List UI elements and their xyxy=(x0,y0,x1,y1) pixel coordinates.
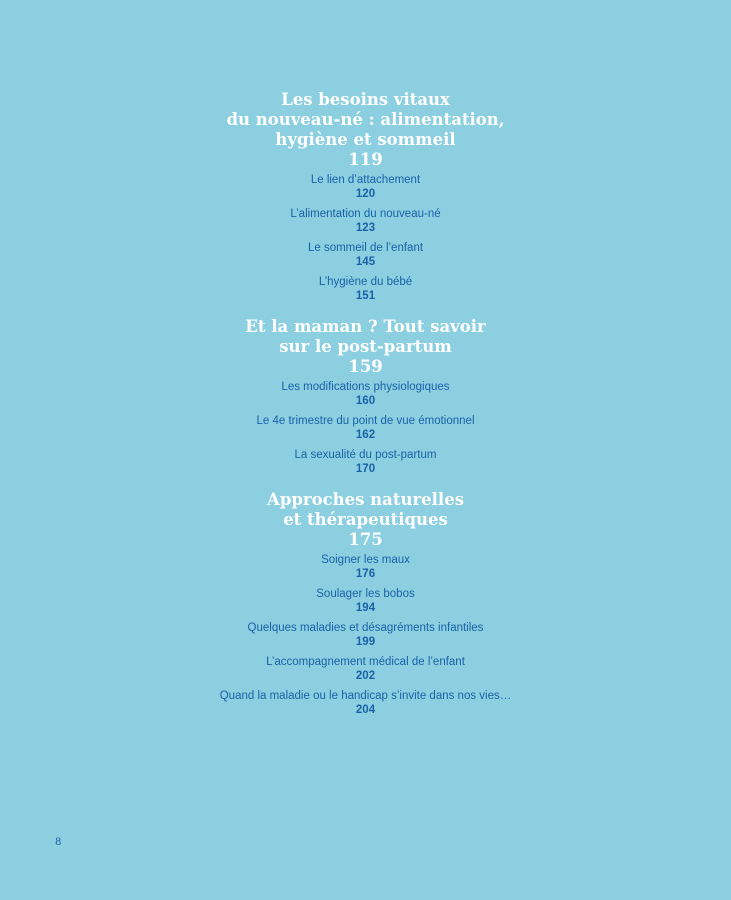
entry-title: Quand la maladie ou le handicap s’invite dans nos vies… xyxy=(219,690,512,702)
section-page-number: 119 xyxy=(348,150,383,169)
entry-page-number: 204 xyxy=(355,704,376,716)
entry-title: Le 4e trimestre du point de vue émotionnel xyxy=(256,415,475,427)
toc-entry[interactable] xyxy=(0,173,731,201)
entry-page-number: 162 xyxy=(355,429,376,441)
entry-page-number: 202 xyxy=(355,670,376,682)
toc-entry[interactable] xyxy=(0,380,731,408)
toc-entry[interactable] xyxy=(0,655,731,683)
entry-title: La sexualité du post-partum xyxy=(294,449,437,461)
toc-section xyxy=(0,90,731,303)
entry-page-number: 170 xyxy=(355,463,376,475)
toc-entry[interactable] xyxy=(0,587,731,615)
table-of-contents xyxy=(0,90,731,731)
toc-section xyxy=(0,317,731,476)
entry-page-number: 120 xyxy=(355,188,376,200)
toc-entry[interactable] xyxy=(0,621,731,649)
entry-page-number: 194 xyxy=(355,602,376,614)
toc-entry[interactable] xyxy=(0,241,731,269)
section-title: Les besoins vitaux du nouveau-né : alimentation, hygiène et sommeil xyxy=(226,90,505,149)
entry-title: Les modifications physiologiques xyxy=(281,381,450,393)
section-page-number: 175 xyxy=(348,530,383,549)
section-title: Approches naturelles et thérapeutiques xyxy=(267,490,464,529)
entry-page-number: 199 xyxy=(355,636,376,648)
toc-section xyxy=(0,490,731,717)
toc-entry[interactable] xyxy=(0,448,731,476)
entry-page-number: 176 xyxy=(355,568,376,580)
toc-entry[interactable] xyxy=(0,275,731,303)
toc-entry[interactable] xyxy=(0,207,731,235)
entry-title: L’hygiène du bébé xyxy=(318,276,413,288)
toc-entry[interactable] xyxy=(0,414,731,442)
entry-title: Le sommeil de l’enfant xyxy=(307,242,424,254)
entry-page-number: 145 xyxy=(355,256,376,268)
entry-page-number: 160 xyxy=(355,395,376,407)
entry-title: L’accompagnement médical de l’enfant xyxy=(266,656,465,668)
entry-title: L’alimentation du nouveau-né xyxy=(290,208,441,220)
entry-page-number: 151 xyxy=(355,290,376,302)
page-number: 8 xyxy=(55,837,62,848)
entry-title: Quelques maladies et désagréments infantiles xyxy=(247,622,484,634)
section-page-number: 159 xyxy=(348,357,383,376)
toc-entry[interactable] xyxy=(0,689,731,717)
entry-page-number: 123 xyxy=(355,222,376,234)
section-title: Et la maman ? Tout savoir sur le post-partum xyxy=(245,317,486,356)
entry-title: Soulager les bobos xyxy=(316,588,415,600)
toc-entry[interactable] xyxy=(0,553,731,581)
entry-title: Soigner les maux xyxy=(321,554,410,566)
entry-title: Le lien d’attachement xyxy=(310,174,421,186)
